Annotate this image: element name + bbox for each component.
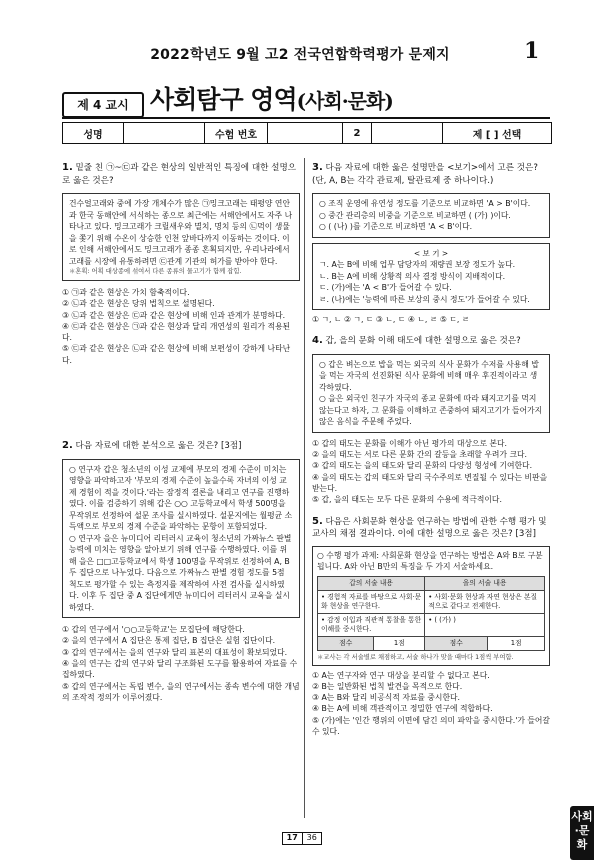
q5-score-a: 1점 — [374, 636, 425, 650]
q5-choice-1[interactable]: ① A는 연구자와 연구 대상을 분리할 수 없다고 본다. — [312, 670, 490, 680]
q5-b2: • ( (가) ) — [425, 613, 545, 636]
page-footer — [282, 832, 322, 845]
question-4-passage — [312, 354, 550, 433]
q3-row-3: ○ ( (나) )를 기준으로 비교하면 'A < B'이다. — [319, 222, 473, 231]
right-column — [312, 162, 550, 737]
q5-score-label-b: 점수 — [425, 636, 488, 650]
name-label: 성명 — [63, 123, 124, 143]
subject-main: 사회탐구 영역 — [150, 85, 297, 114]
question-2-choices — [62, 624, 300, 703]
q1-choice-3[interactable]: ③ ㉡과 같은 현상은 ㉢과 같은 현상에 비해 인과 관계가 분명하다. — [62, 310, 286, 320]
q5-note: ＊교사는 각 서술별로 채점하고, 서술 하나가 맞을 때마다 1점씩 부여함. — [317, 653, 514, 661]
q4-choice-1[interactable]: ① 갑의 태도는 문화를 이해가 아닌 평가의 대상으로 본다. — [312, 438, 507, 448]
question-4-choices — [312, 438, 550, 506]
subject-title — [150, 80, 393, 116]
question-3-stem: 3. 다음 자료에 대한 옳은 설명만을 <보기>에서 고른 것은? (단, A, B는 각각 관료제, 탈관료제 중 하나이다.) — [312, 162, 538, 186]
q4-choice-4[interactable]: ④ 을의 태도는 갑의 태도와 달리 국수주의로 변질될 수 있다는 비판을 받는다. — [312, 472, 548, 493]
q3-row-1: ○ 조직 운영에 유연성 정도를 기준으로 비교하면 'A > B'이다. — [319, 199, 531, 208]
candidate-info-row — [62, 122, 552, 144]
question-3-passage — [312, 193, 550, 238]
q1-choice-1[interactable]: ① ㉠과 같은 현상은 가치 함축적이다. — [62, 288, 190, 297]
q5-a1: • 경험적 자료를 바탕으로 사회·문화 현상을 연구한다. — [318, 590, 425, 613]
q5-score-label-a: 점수 — [318, 636, 374, 650]
question-4-stem: 4. 갑, 을의 문화 이해 태도에 대한 설명으로 옳은 것은? — [312, 335, 521, 347]
q4-passage-a: ○ 갑은 벼논으로 밥을 먹는 외국의 식사 문화가 수저를 사용해 밥을 먹는 자국의 선진화된 식사 문화에 비해 매우 후진적이라고 생각하였다. — [319, 359, 539, 392]
q2-choice-5[interactable]: ⑤ 갑의 연구에서는 독립 변수, 을의 연구에서는 종속 변수에 대한 개념의 조작적 정의가 이루어졌다. — [62, 681, 300, 702]
subject-side-tab: 사회·문화 — [570, 806, 594, 860]
q3-bogi-1: ㄱ. A는 B에 비해 업무 담당자의 재량권 보장 정도가 높다. — [319, 260, 516, 269]
q2-passage-b: ○ 연구자 을은 뉴미디어 리터러시 교육이 청소년의 가짜뉴스 판별 능력에 미치는 영향을 알아보기 위해 연구를 수행하였다. 이를 위해 을은 □□고등학교에서 학생 100명을 무작위로 선정하여 A, B 두 집단으로 나누었다. 다음으로 가짜뉴스 판별 경험 정도를 5점 척도로 평가할 수 있는 측정지를 제작하여 사전 검사를 실시하였다. 이후 두 집단 중 A 집단에게만 뉴미디어 리터러시 교육을 실시하였다. — [69, 533, 292, 612]
q5-col-a-header: 갑의 서술 내용 — [318, 576, 425, 590]
page-number: 1 — [524, 38, 540, 64]
question-1-stem: 1. 밑줄 친 ㉠~㉢과 같은 현상의 일반적인 특징에 대한 설명으로 옳은 것은? — [62, 162, 297, 186]
q2-choice-1[interactable]: ① 갑의 연구에서 '○○고등학교'는 모집단에 해당한다. — [62, 625, 245, 635]
q4-choice-3[interactable]: ③ 갑의 태도는 을의 태도와 달리 문화의 다양성 형성에 기여한다. — [312, 461, 533, 471]
q5-choice-2[interactable]: ② B는 일반화된 법칙 발견을 목적으로 한다. — [312, 681, 463, 691]
q1-passage-text: 건수얼고래와 중에 가장 개체수가 많은 ㉠밍크고래는 태평양 연안과 한국 동해안에 서식하는 종으로 최근에는 서해안에서도 자주 나타나고 있다. 밍크고래가 크릴새우와 멸치, 명치 등의 ㉡먹이 생물을 쫓기 위해 수온이 상승한 인천 앞바다까지 이동하는 것이다. 이로 인해 서해안에서도 밍크고래가 종종 혼획되지만, 우리나라에서 고래를 시장에 유통하려면 ㉢관계 기관의 허가를 받아야 한다. — [69, 199, 293, 266]
question-3-choices — [312, 314, 550, 325]
q1-choice-5[interactable]: ⑤ ㉢과 같은 현상은 ㉡과 같은 현상에 비해 보편성이 강하게 나타난다. — [62, 344, 291, 365]
q5-score-b: 1점 — [488, 636, 545, 650]
q5-choice-3[interactable]: ③ A는 B와 달리 비공식적 자료를 중시한다. — [312, 693, 460, 703]
question-3-bogi — [312, 243, 550, 311]
question-5-stem: 5. 다음은 사회문화 현상을 연구하는 방법에 관한 수행 평가 및 교사의 채점 결과이다. 이에 대한 설명으로 옳은 것은? [3점] — [312, 515, 547, 540]
q2-passage-a: ○ 연구자 갑은 청소년의 이성 교제에 부모의 경제 수준이 미치는 영향을 파악하고자 '부모의 경제 수준이 높을수록 자녀의 이성 교제 경험이 적을 것이다.'라는 잠정적 결론을 내리고 연구를 진행하였다. 이를 검증하기 위해 갑은 ○○ 고등학교에서 학생 500명을 무작위로 선정하여 설문 조사를 실시하였다. 설문지에는 월평균 소득액으로 부모의 경제 수준을 파악하는 문항이 포함되었다. — [69, 464, 293, 532]
choice-label[interactable]: 제 [ ] 선택 — [472, 129, 522, 141]
q2-choice-3[interactable]: ③ 갑의 연구에서는 을의 연구와 달리 표본의 대표성이 확보되었다. — [62, 647, 288, 657]
q1-note: ＊혼획: 어획 대상종에 섞여서 다른 종류의 물고기가 함께 잡힘. — [69, 268, 242, 275]
number-dash: 2 — [343, 123, 372, 143]
q3-bogi-2: ㄴ. B는 A에 비해 상황적 의사 결정 방식이 지배적이다. — [319, 271, 506, 281]
number-field-a[interactable] — [268, 123, 343, 143]
q5-a2: • 감정 이입과 직관적 통찰을 통한 이해를 중시한다. — [318, 613, 425, 636]
q1-choice-2[interactable]: ② ㉡과 같은 현상은 당위 법칙으로 설명된다. — [62, 299, 215, 309]
q4-passage-b: ○ 을은 외국인 친구가 자국의 종교 문화에 따라 돼지고기를 먹지 않는다고 하자, 그 문화를 이해하고 존중하여 돼지고기가 들어가지 않은 음식을 주문해 주었다. — [319, 394, 543, 427]
q3-row-2: ○ 중간 관리층의 비중을 기준으로 비교하면 ( (가) )이다. — [319, 210, 511, 220]
question-2-passage — [62, 459, 300, 619]
footer-page: 17 — [282, 832, 302, 845]
number-field-b[interactable] — [372, 123, 443, 143]
column-divider — [304, 158, 305, 818]
subject-sub: (사회·문화) — [296, 89, 393, 113]
q3-bogi-3: ㄷ. (가)에는 'A < B'가 들어갈 수 있다. — [319, 283, 452, 292]
period-badge: 제 4 교시 — [62, 92, 144, 118]
footer-total: 36 — [302, 832, 323, 845]
q4-choice-2[interactable]: ② 을의 태도는 서로 다른 문화 간의 갈등을 초래할 우려가 크다. — [312, 450, 528, 460]
q2-choice-4[interactable]: ④ 을의 연구는 갑의 연구와 달리 구조화된 도구를 활용하여 자료를 수집하였다. — [62, 658, 298, 680]
question-5-choices — [312, 670, 550, 738]
number-label: 수험 번호 — [205, 123, 268, 143]
question-2-stem: 2. 다음 자료에 대한 분석으로 옳은 것은? [3점] — [62, 440, 242, 452]
q5-score-table — [317, 576, 545, 651]
q5-col-b-header: 을의 서술 내용 — [425, 576, 545, 590]
q2-choice-2[interactable]: ② 을의 연구에서 A 집단은 통제 집단, B 집단은 실험 집단이다. — [62, 636, 276, 646]
exam-title: 2022학년도 9월 고2 전국연합학력평가 문제지 — [150, 47, 450, 63]
q5-choice-5[interactable]: ⑤ (가)에는 '인간 행위의 이면에 담긴 의미 파악을 중시한다.'가 들어갈 수 있다. — [312, 715, 550, 737]
q5-choice-4[interactable]: ④ B는 A에 비해 객관적이고 정밀한 연구에 적합하다. — [312, 704, 493, 714]
header-rule — [62, 117, 550, 119]
q1-choice-4[interactable]: ④ ㉢과 같은 현상은 ㉠과 같은 현상과 달리 개연성의 원리가 적용된다. — [62, 321, 291, 343]
q3-bogi-title: < 보 기 > — [413, 248, 449, 258]
left-column — [62, 162, 300, 703]
q3-bogi-4: ㄹ. (나)에는 '능력에 따른 보상의 중시 정도'가 들어갈 수 있다. — [319, 294, 530, 304]
name-field[interactable] — [124, 123, 205, 143]
q3-choice-line[interactable]: ① ㄱ, ㄴ ② ㄱ, ㄷ ③ ㄴ, ㄷ ④ ㄴ, ㄹ ⑤ ㄷ, ㄹ — [312, 315, 470, 324]
q5-task: ○ 수행 평가 과제: 사회문화 현상을 연구하는 방법은 A와 B로 구분됩니다. A와 아닌 B만의 특징을 두 가지 서술하세요. — [317, 550, 543, 572]
question-1-passage — [62, 193, 300, 281]
q5-b1: • 사회·문화 현상과 자연 현상은 본질적으로 같다고 전제한다. — [425, 590, 545, 613]
question-1-choices — [62, 287, 300, 366]
question-5-passage — [312, 546, 550, 666]
q4-choice-5[interactable]: ⑤ 갑, 을의 태도는 모두 다른 문화의 수용에 적극적이다. — [312, 495, 502, 505]
